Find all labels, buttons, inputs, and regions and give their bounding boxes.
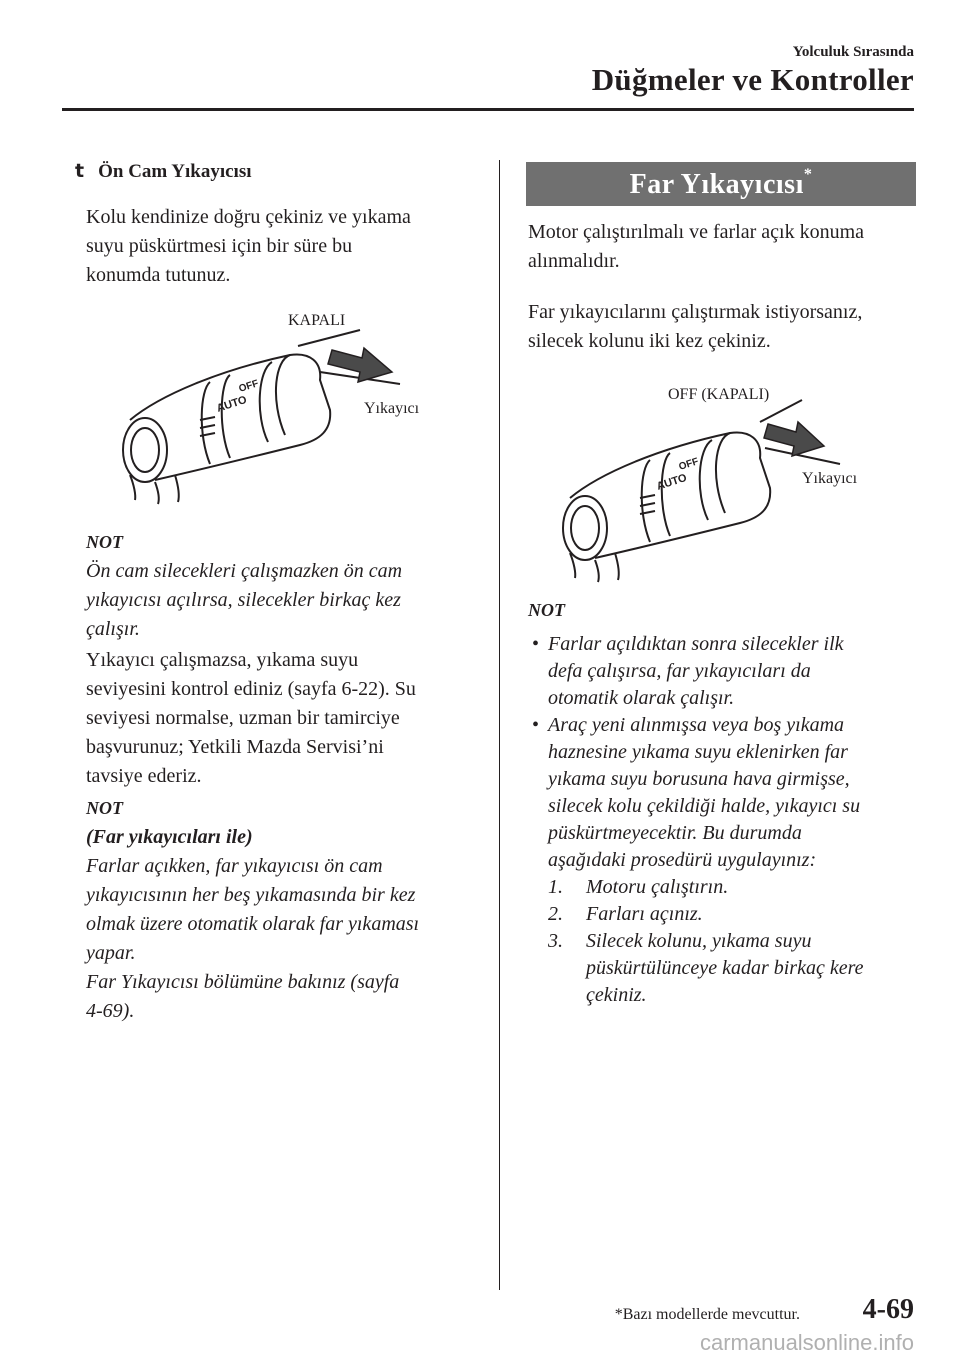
para-line: başvurunuz; Yetkili Mazda Servisi’ni [86,736,384,758]
step-line: çekiniz. [586,984,647,1006]
wiper-stalk-figure-right [540,378,900,588]
note-title: NOT [86,532,123,552]
stalk-off-label: OFF [237,378,260,395]
step-number: 3. [548,930,563,952]
figure-label-off: OFF (KAPALI) [668,386,770,403]
header-rule [62,108,914,111]
bullet-line: püskürtmeyecektir. Bu durumda [548,822,802,844]
note-bullet [528,712,928,1009]
step-item [548,874,928,901]
page-number: 4-69 [862,1294,914,1325]
bullet-line: Farlar açıldıktan sonra silecekler ilk [548,633,844,655]
note-line: Farlar açıkken, far yıkayıcısı ön cam [86,855,383,877]
step-item [548,901,928,928]
note-2 [86,794,491,1026]
step-line: Silecek kolunu, yıkama suyu [586,930,812,952]
stalk-auto-label: AUTO [655,471,689,493]
note-title: NOT [528,600,565,620]
para-line: tavsiye ederiz. [86,765,202,787]
step-line: Farları açınız. [586,903,703,925]
right-para-1 [528,218,928,276]
footnote: *Bazı modellerde mevcuttur. [614,1306,800,1323]
step-line: püskürtülünceye kadar birkaç kere [586,957,864,979]
procedure-steps [548,874,928,1009]
banner-asterisk: * [803,166,813,183]
step-item [548,928,928,1009]
bullet-line: aşağıdaki prosedürü uygulayınız: [548,849,817,871]
bullet-line: defa çalışırsa, far yıkayıcıları da [548,660,811,682]
bullet-line: haznesine yıkama suyu eklenirken far [548,741,848,763]
figure-label-washer: Yıkayıcı [802,470,858,487]
para-line: Motor çalıştırılmalı ve farlar açık konuma [528,221,864,243]
para-line: silecek kolunu iki kez çekiniz. [528,330,771,352]
stalk-auto-label: AUTO [215,393,249,415]
note-line: olmak üzere otomatik olarak far yıkaması [86,913,420,935]
bullet-line: silecek kolu çekildiği halde, yıkayıcı su [548,795,861,817]
para-line: seviyesini kontrol ediniz (sayfa 6-22). Su [86,678,416,700]
para-line: Far yıkayıcılarını çalıştırmak istiyorsanız, [528,301,863,323]
figure-label-washer: Yıkayıcı [364,400,420,417]
bullet-line: yıkama suyu borusuna hava girmişse, [548,768,850,790]
washer-check-paragraph [86,646,491,791]
note-bullet [528,631,928,712]
note-line: Far Yıkayıcısı bölümüne bakınız (sayfa [86,971,400,993]
note-line: çalışır. [86,618,140,640]
watermark: carmanualsonline.info [699,1330,914,1355]
right-para-2 [528,298,928,356]
bullet-dot-icon: • [532,714,540,736]
note-line: yapar. [86,942,136,964]
banner-title: Far Yıkayıcısı [629,169,804,200]
para-line: seviyesi normalse, uzman bir tamirciye [86,707,400,729]
para-line: Yıkayıcı çalışmazsa, yıkama suyu [86,649,359,671]
note-title: NOT [86,798,123,818]
wiper-stalk-figure-left [100,300,460,510]
bullet-dot-icon: • [532,633,540,655]
figure-label-off: KAPALI [288,312,346,329]
heading-text: Ön Cam Yıkayıcısı [98,161,252,182]
step-number: 1. [548,876,563,898]
stalk-off-label: OFF [677,456,700,473]
note-line: 4-69). [86,1000,135,1022]
note-line: Ön cam silecekleri çalışmazken ön cam [86,560,403,582]
section-subtitle: Yolculuk Sırasında [792,44,914,60]
heading-bullet-icon: t [75,160,85,182]
intro-line: suyu püskürtmesi için bir süre bu [86,235,353,257]
section-title: Düğmeler ve Kontroller [591,62,914,97]
intro-paragraph [86,203,486,290]
bullet-line: Araç yeni alınmışsa veya boş yıkama [548,714,845,736]
note-bullets [528,631,928,1009]
headlight-washer-banner [526,162,916,206]
intro-line: Kolu kendinize doğru çekiniz ve yıkama [86,206,411,228]
note-line: yıkayıcısı açılırsa, silecekler birkaç kez [86,589,401,611]
column-divider [499,160,500,1290]
bullet-line: otomatik olarak çalışır. [548,687,735,709]
intro-line: konumda tutunuz. [86,264,231,286]
para-line: alınmalıdır. [528,250,620,272]
right-note [528,596,928,1009]
note-line: yıkayıcısının her beş yıkamasında bir kez [86,884,416,906]
washer-heading [75,160,252,183]
note-subtitle: (Far yıkayıcıları ile) [86,826,253,848]
note-1 [86,528,491,644]
step-line: Motoru çalıştırın. [586,876,729,898]
step-number: 2. [548,903,563,925]
